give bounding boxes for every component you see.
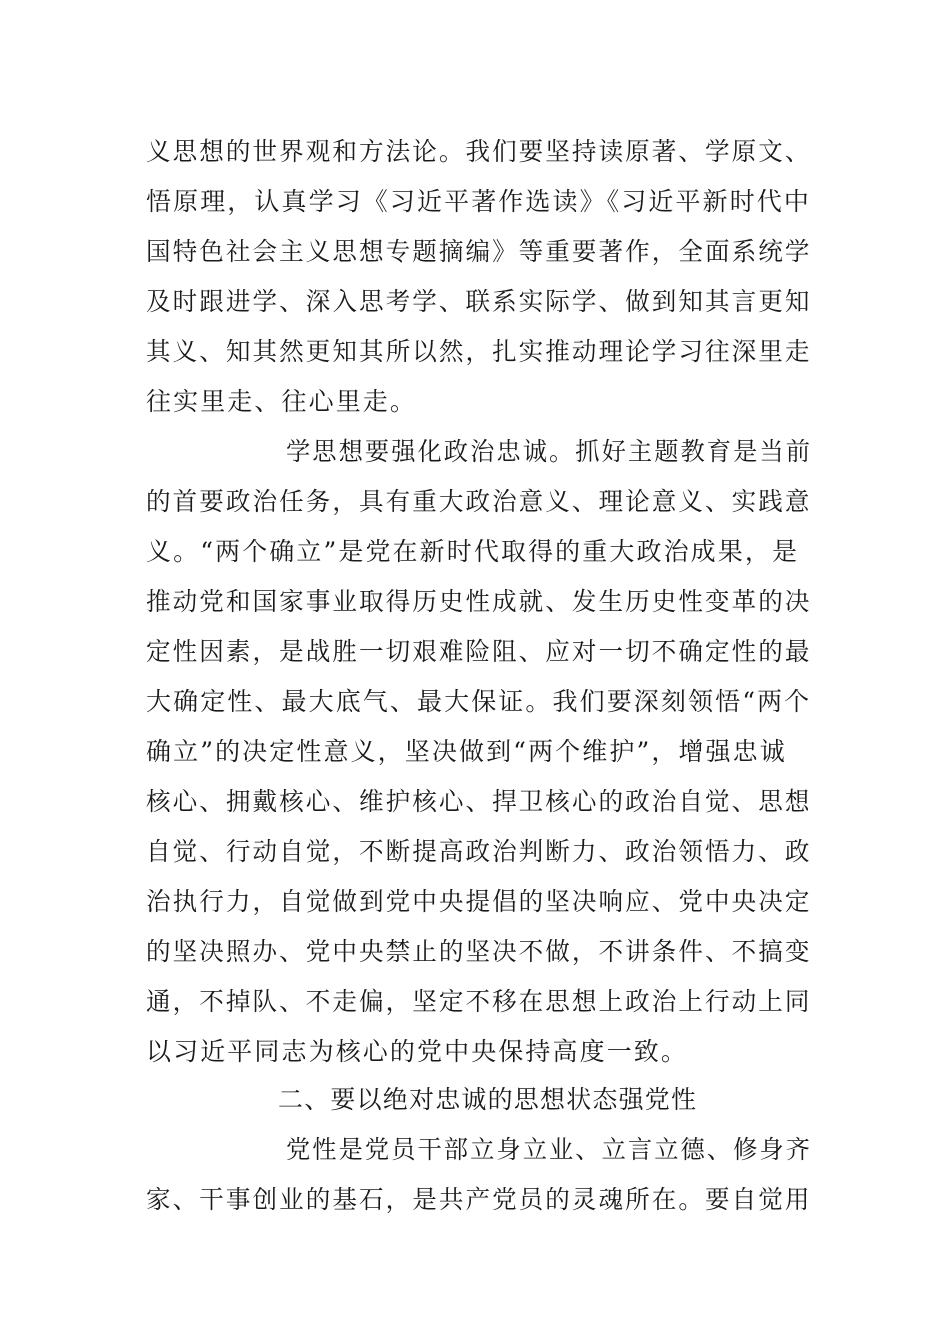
section-heading: 二、要以绝对忠诚的思想状态强党性 bbox=[278, 1085, 698, 1114]
paragraph-line: 以习近平同志为核心的党中央保持高度一致。 bbox=[146, 1037, 689, 1066]
paragraph-line: 学思想要强化政治忠诚。抓好主题教育是当前 bbox=[286, 437, 813, 466]
paragraph-line: 家、干事创业的基石，是共产党员的灵魂所在。要自觉用 bbox=[146, 1185, 812, 1214]
paragraph-line: 其义、知其然更知其所以然，扎实推动理论学习往深里走 bbox=[146, 337, 812, 366]
paragraph-line: 悟原理，认真学习《习近平著作选读》《习近平新时代中 bbox=[146, 187, 812, 216]
paragraph-line: 的首要政治任务，具有重大政治意义、理论意义、实践意 bbox=[146, 487, 812, 516]
paragraph-line: 往实里走、往心里走。 bbox=[146, 387, 418, 416]
paragraph-line: 及时跟进学、深入思考学、联系实际学、做到知其言更知 bbox=[146, 287, 812, 316]
paragraph-line: 通，不掉队、不走偏，坚定不移在思想上政治上行动上同 bbox=[146, 987, 812, 1016]
paragraph-line: 确立”的决定性意义，坚决做到“两个维护”，增强忠诚 bbox=[146, 737, 787, 766]
paragraph-line: 自觉、行动自觉，不断提高政治判断力、政治领悟力、政 bbox=[146, 837, 812, 866]
paragraph-line: 定性因素，是战胜一切艰难险阻、应对一切不确定性的最 bbox=[146, 637, 812, 666]
paragraph-line: 大确定性、最大底气、最大保证。我们要深刻领悟“两个 bbox=[146, 687, 812, 716]
paragraph-line: 治执行力，自觉做到党中央提倡的坚决响应、党中央决定 bbox=[146, 887, 812, 916]
paragraph-line: 义。“两个确立”是党在新时代取得的重大政治成果，是 bbox=[146, 537, 800, 566]
paragraph-line: 的坚决照办、党中央禁止的坚决不做，不讲条件、不搞变 bbox=[146, 937, 812, 966]
paragraph-line: 义思想的世界观和方法论。我们要坚持读原著、学原文、 bbox=[146, 137, 812, 166]
paragraph-line: 推动党和国家事业取得历史性成就、发生历史性变革的决 bbox=[146, 587, 812, 616]
paragraph-line: 核心、拥戴核心、维护核心、捍卫核心的政治自觉、思想 bbox=[146, 787, 812, 816]
paragraph-line: 党性是党员干部立身立业、立言立德、修身齐 bbox=[286, 1135, 813, 1164]
paragraph-line: 国特色社会主义思想专题摘编》等重要著作，全面系统学 bbox=[146, 237, 812, 266]
